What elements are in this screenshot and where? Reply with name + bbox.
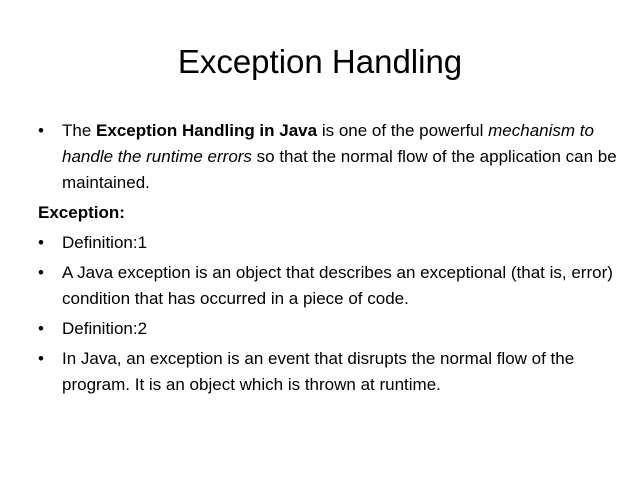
- slide-body: [38, 118, 618, 402]
- bullet-item: [38, 118, 618, 196]
- bullet-icon: •: [38, 349, 44, 368]
- bullet-text-prefix: The: [62, 121, 97, 140]
- bullet-item: [38, 346, 618, 398]
- bullet-item: [38, 260, 618, 312]
- slide-title: Exception Handling: [177, 43, 463, 80]
- section-heading: Exception:: [38, 203, 125, 222]
- bullet-text-suffix: so that the normal flow of the application can be maintained.: [62, 147, 617, 192]
- bullet-icon: •: [38, 233, 44, 252]
- bullet-text: Definition:1: [62, 233, 148, 252]
- bullet-text: In Java, an exception is an event that disrupts the normal flow of the program. It is an object which is thrown at runtime.: [62, 349, 575, 394]
- bullet-text-italic: mechanism to handle the runtime errors: [62, 121, 594, 166]
- bullet-icon: •: [38, 263, 44, 282]
- bullet-item: [38, 316, 618, 342]
- bullet-item: [38, 230, 618, 256]
- bullet-text: A Java exception is an object that describes an exceptional (that is, error) condition that has occurred in a piece of code.: [62, 263, 613, 308]
- bullet-text-mid: is one of the powerful: [317, 121, 489, 140]
- bullet-text: Definition:2: [62, 319, 148, 338]
- bullet-icon: •: [38, 121, 44, 140]
- bullet-text-bold: Exception Handling in Java: [96, 121, 318, 140]
- bullet-icon: •: [38, 319, 44, 338]
